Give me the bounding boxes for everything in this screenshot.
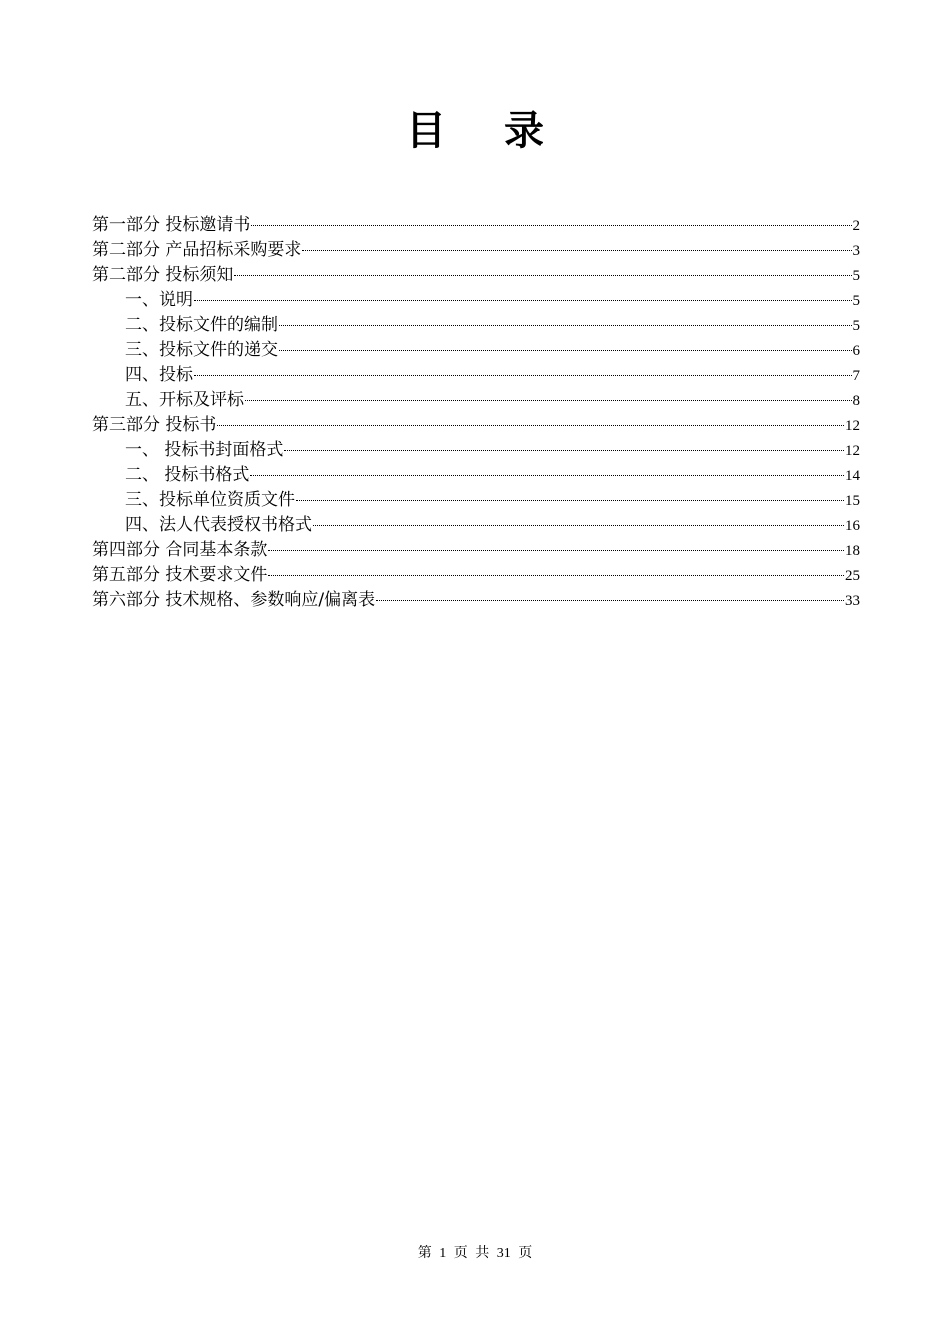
toc-entry[interactable] bbox=[92, 363, 860, 388]
toc-entry-label: 四、法人代表授权书格式 bbox=[125, 515, 312, 535]
toc-entry-label: 第二部分 产品招标采购要求 bbox=[92, 240, 302, 260]
title-char-2: 录 bbox=[504, 108, 544, 154]
toc-entry-label: 一、 投标书封面格式 bbox=[125, 440, 284, 460]
toc-entry-label: 第三部分 投标书 bbox=[92, 415, 217, 435]
toc-dot-leader bbox=[268, 575, 844, 576]
toc-entry-label: 四、投标 bbox=[125, 365, 193, 385]
toc-dot-leader bbox=[245, 400, 852, 401]
page-footer: 第 1 页 共 31 页 bbox=[417, 1246, 533, 1261]
toc-entry-page-number: 18 bbox=[845, 543, 860, 559]
toc-dot-leader bbox=[194, 300, 852, 301]
toc-dot-leader bbox=[194, 375, 852, 376]
toc-entry-label: 二、 投标书格式 bbox=[125, 465, 250, 485]
title-char-1: 目 bbox=[406, 108, 446, 154]
toc-entry-page-number: 5 bbox=[852, 268, 860, 284]
toc-entry[interactable] bbox=[92, 313, 860, 338]
toc-entry-label: 第二部分 投标须知 bbox=[92, 265, 234, 285]
toc-entry-label: 第五部分 技术要求文件 bbox=[92, 565, 268, 585]
toc-entry-label: 五、开标及评标 bbox=[125, 390, 244, 410]
toc-entry[interactable] bbox=[92, 213, 860, 238]
toc-entry[interactable] bbox=[92, 438, 860, 463]
toc-dot-leader bbox=[251, 225, 851, 226]
toc-entry-label: 第六部分 技术规格、参数响应/偏离表 bbox=[92, 590, 376, 610]
toc-entry[interactable] bbox=[92, 488, 860, 513]
page-title bbox=[0, 103, 950, 159]
toc-entry-page-number: 12 bbox=[845, 418, 860, 434]
toc-entry[interactable] bbox=[92, 588, 860, 613]
toc-entry[interactable] bbox=[92, 463, 860, 488]
toc-entry[interactable] bbox=[92, 538, 860, 563]
toc-entry-label: 三、投标文件的递交 bbox=[125, 340, 278, 360]
toc-entry[interactable] bbox=[92, 563, 860, 588]
toc-dot-leader bbox=[279, 325, 852, 326]
table-of-contents bbox=[92, 213, 860, 613]
toc-entry-page-number: 25 bbox=[845, 568, 860, 584]
toc-dot-leader bbox=[250, 475, 844, 476]
toc-entry[interactable] bbox=[92, 513, 860, 538]
toc-dot-leader bbox=[313, 525, 844, 526]
toc-dot-leader bbox=[279, 350, 852, 351]
toc-entry[interactable] bbox=[92, 413, 860, 438]
toc-entry[interactable] bbox=[92, 238, 860, 263]
toc-entry-page-number: 15 bbox=[845, 493, 860, 509]
toc-dot-leader bbox=[234, 275, 851, 276]
toc-entry[interactable] bbox=[92, 263, 860, 288]
toc-dot-leader bbox=[376, 600, 844, 601]
toc-entry-label: 二、投标文件的编制 bbox=[125, 315, 278, 335]
toc-dot-leader bbox=[268, 550, 844, 551]
toc-entry-label: 第四部分 合同基本条款 bbox=[92, 540, 268, 560]
toc-dot-leader bbox=[284, 450, 844, 451]
toc-dot-leader bbox=[217, 425, 844, 426]
toc-entry-page-number: 8 bbox=[852, 393, 860, 409]
toc-entry-label: 三、投标单位资质文件 bbox=[125, 490, 295, 510]
toc-dot-leader bbox=[302, 250, 851, 251]
toc-entry[interactable] bbox=[92, 338, 860, 363]
toc-entry-page-number: 3 bbox=[852, 243, 860, 259]
toc-dot-leader bbox=[296, 500, 844, 501]
toc-entry[interactable] bbox=[92, 288, 860, 313]
toc-entry-label: 一、说明 bbox=[125, 290, 193, 310]
toc-entry-page-number: 5 bbox=[852, 318, 860, 334]
toc-entry-label: 第一部分 投标邀请书 bbox=[92, 215, 251, 235]
toc-entry-page-number: 14 bbox=[845, 468, 860, 484]
toc-entry-page-number: 5 bbox=[852, 293, 860, 309]
toc-entry[interactable] bbox=[92, 388, 860, 413]
toc-entry-page-number: 7 bbox=[852, 368, 860, 384]
toc-entry-page-number: 12 bbox=[845, 443, 860, 459]
toc-entry-page-number: 2 bbox=[852, 218, 860, 234]
toc-entry-page-number: 6 bbox=[852, 343, 860, 359]
toc-entry-page-number: 16 bbox=[845, 518, 860, 534]
toc-entry-page-number: 33 bbox=[845, 593, 860, 609]
